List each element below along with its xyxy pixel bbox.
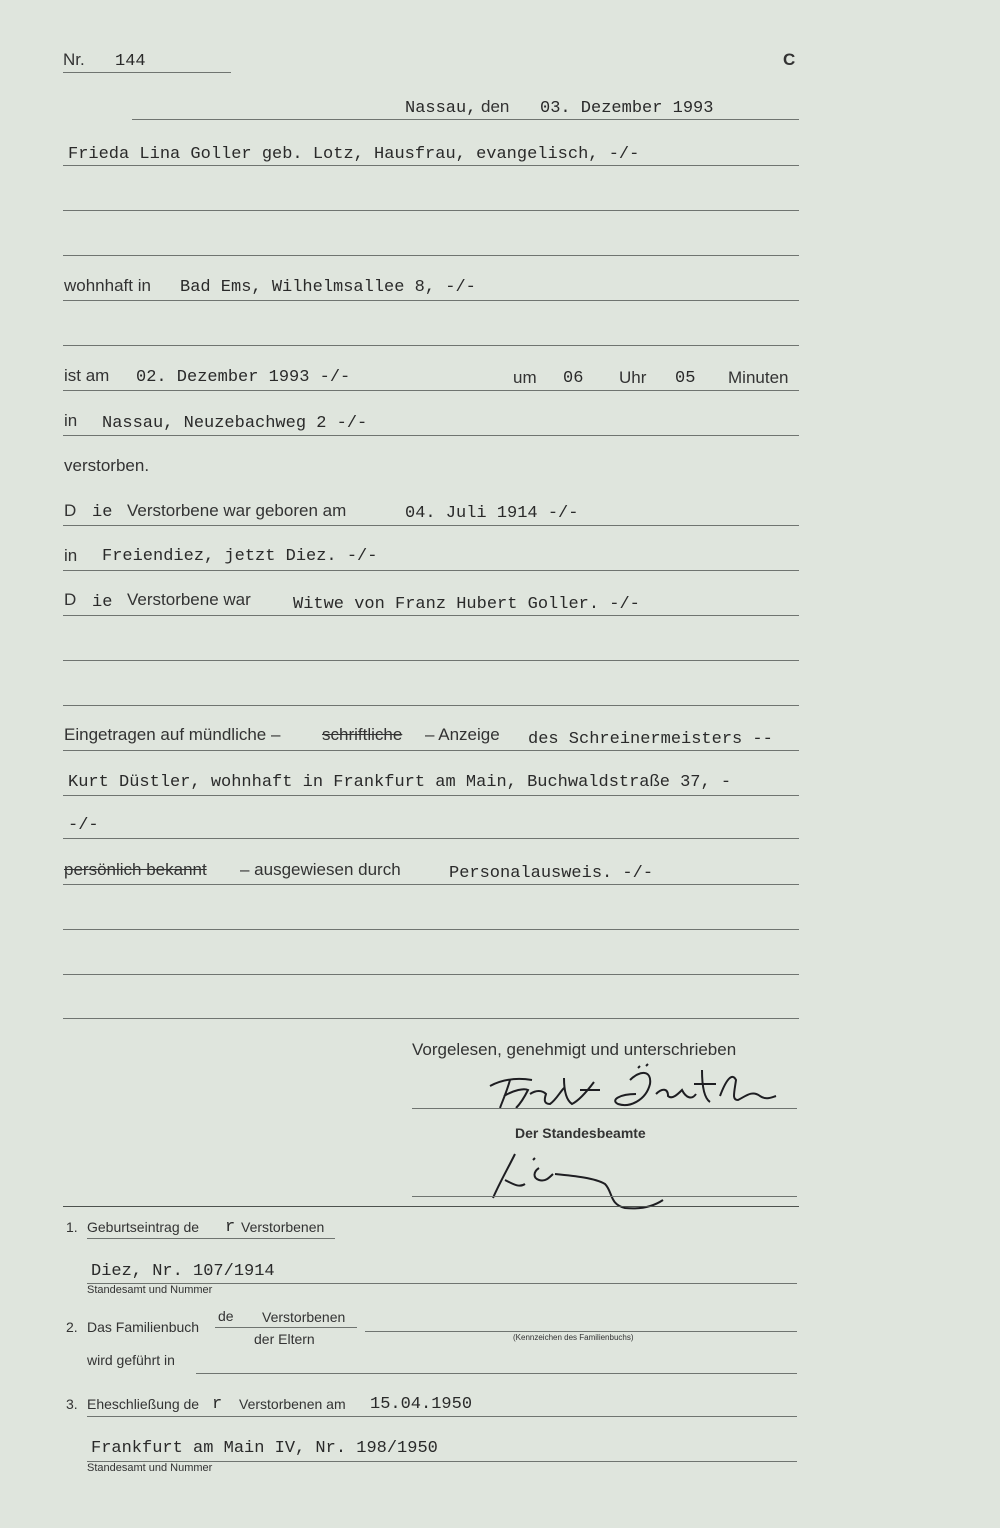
note-2-kennzeichen: (Kennzeichen des Familienbuchs) <box>513 1333 634 1342</box>
rule <box>63 210 799 211</box>
d-label: D <box>64 501 77 520</box>
nr-label: Nr. <box>63 50 85 69</box>
rule <box>365 1331 797 1332</box>
note-2-de: de <box>218 1308 234 1324</box>
birth-place-label: in <box>64 546 78 565</box>
note-2-label: Das Familienbuch <box>87 1319 200 1335</box>
death-minute: 05 <box>675 369 696 388</box>
rule <box>63 929 799 930</box>
nr-value: 144 <box>115 52 146 71</box>
note-2-verstorbenen: Verstorbenen <box>262 1309 346 1325</box>
reporter-1: des Schreinermeisters -- <box>528 730 773 749</box>
rule <box>87 1238 335 1239</box>
rule <box>63 884 799 885</box>
note-1-sublabel: Standesamt und Nummer <box>87 1284 213 1296</box>
birth-place: Freiendiez, jetzt Diez. -/- <box>102 547 378 566</box>
signer-rule <box>412 1108 797 1109</box>
read-approved-label: Vorgelesen, genehmigt und unterschrieben <box>412 1040 737 1059</box>
rule <box>63 525 799 526</box>
fraction-rule <box>215 1327 357 1328</box>
verstorben-label: verstorben. <box>64 456 150 475</box>
note-3-label-b: Verstorbenen am <box>239 1396 346 1412</box>
rule <box>63 705 799 706</box>
report-label-a: Eingetragen auf mündliche – <box>64 725 281 744</box>
note-3-r: r <box>212 1395 223 1414</box>
rule <box>63 300 799 301</box>
uhr-label: Uhr <box>619 368 647 387</box>
death-place: Nassau, Neuzebachweg 2 -/- <box>102 414 368 433</box>
rule <box>63 1018 799 1019</box>
rule <box>63 390 799 391</box>
d-label: D <box>64 590 77 609</box>
section-separator <box>63 1206 799 1207</box>
registrar-rule <box>412 1196 797 1197</box>
residence-label: wohnhaft in <box>64 276 151 295</box>
reporter-3: -/- <box>68 816 99 835</box>
identity-strike: persönlich bekannt <box>64 860 207 879</box>
minuten-label: Minuten <box>728 368 789 387</box>
reporter-2: Kurt Düstler, wohnhaft in Frankfurt am Main, Buchwaldstraße 37, - <box>68 773 732 792</box>
um-label: um <box>513 368 537 387</box>
rule <box>63 570 799 571</box>
identity-label: – ausgewiesen durch <box>240 860 401 879</box>
status-value: Witwe von Franz Hubert Goller. -/- <box>293 595 640 614</box>
death-label: ist am <box>64 366 110 385</box>
registrar-signature <box>485 1140 675 1220</box>
note-1-number: 1. <box>66 1219 78 1235</box>
note-1-label-b: Verstorbenen <box>241 1219 325 1235</box>
place-of-record: Nassau, <box>405 99 477 118</box>
birth-label: Verstorbene war geboren am <box>127 501 347 520</box>
deceased-name: Frieda Lina Goller geb. Lotz, Hausfrau, evangelisch, -/- <box>68 145 640 164</box>
rule <box>63 974 799 975</box>
rule <box>87 1416 797 1417</box>
nr-rule <box>63 72 231 73</box>
death-date: 02. Dezember 1993 -/- <box>136 368 351 387</box>
rule <box>63 435 799 436</box>
rule <box>63 165 799 166</box>
record-date: 03. Dezember 1993 <box>540 99 714 118</box>
corner-letter: C <box>783 50 796 69</box>
rule <box>63 255 799 256</box>
note-3-label: Eheschließung de <box>87 1396 200 1412</box>
note-2-eltern: der Eltern <box>254 1331 315 1347</box>
birth-date: 04. Juli 1914 -/- <box>405 504 579 523</box>
ie-fill: ie <box>92 503 113 522</box>
rule <box>63 660 799 661</box>
registrar-title: Der Standesbeamte <box>515 1125 646 1141</box>
identity-value: Personalausweis. -/- <box>449 864 654 883</box>
report-label-b: – Anzeige <box>425 725 500 744</box>
den-label: den <box>481 97 510 116</box>
rule <box>63 750 799 751</box>
rule <box>63 838 799 839</box>
ie-fill: ie <box>92 593 113 612</box>
note-1-r: r <box>225 1218 236 1237</box>
residence-value: Bad Ems, Wilhelmsallee 8, -/- <box>180 278 476 297</box>
rule <box>63 795 799 796</box>
signer-signature <box>480 1060 780 1120</box>
date-rule <box>132 119 799 120</box>
rule <box>196 1373 797 1374</box>
death-place-label: in <box>64 411 78 430</box>
report-label-strike: schriftliche <box>322 725 403 744</box>
birth-registry: Diez, Nr. 107/1914 <box>91 1262 275 1281</box>
note-2-number: 2. <box>66 1319 78 1335</box>
status-label: Verstorbene war <box>127 590 251 609</box>
note-2-gefuehrt: wird geführt in <box>87 1352 175 1368</box>
rule <box>63 615 799 616</box>
marriage-registry: Frankfurt am Main IV, Nr. 198/1950 <box>91 1439 438 1458</box>
note-3-number: 3. <box>66 1396 78 1412</box>
rule <box>63 345 799 346</box>
note-1-label: Geburtseintrag de <box>87 1219 200 1235</box>
marriage-date: 15.04.1950 <box>370 1395 473 1414</box>
death-hour: 06 <box>563 369 584 388</box>
note-3-sublabel: Standesamt und Nummer <box>87 1462 213 1474</box>
